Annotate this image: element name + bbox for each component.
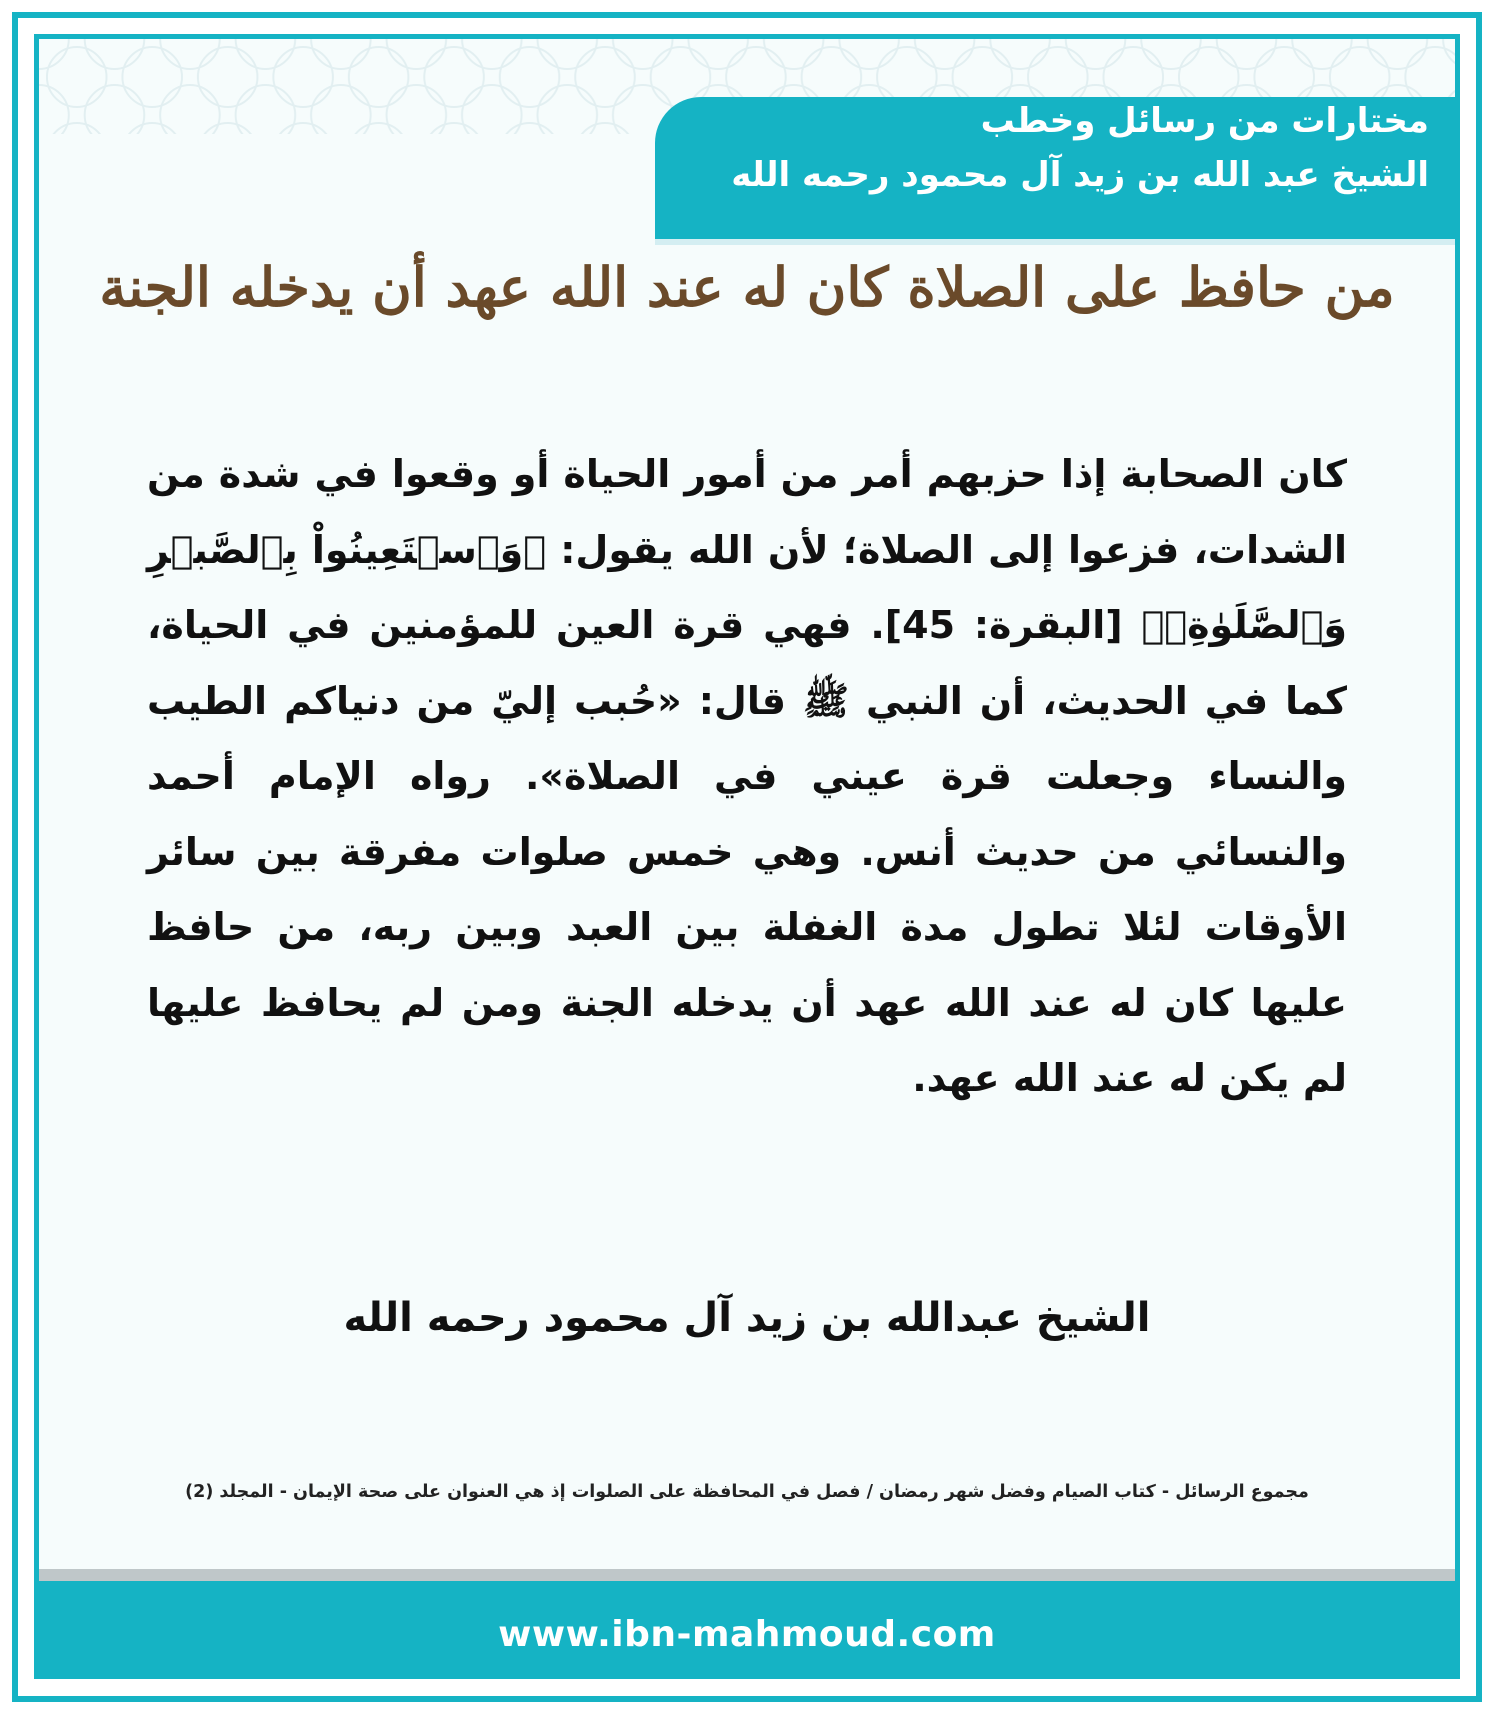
page-title: من حافظ على الصلاة كان له عند الله عهد أن يدخله الجنة	[99, 255, 1395, 319]
source-reference: مجموع الرسائل - كتاب الصيام وفضل شهر رمضان / فصل في المحافظة على الصلوات إذ هي العنوان على صحة الإيمان - المجلد (2)	[185, 1482, 1309, 1502]
content-panel	[34, 34, 1460, 1679]
header-series-title: مختارات من رسائل وخطب	[980, 101, 1429, 141]
website-link[interactable]: www.ibn-mahmoud.com	[498, 1614, 996, 1655]
body-paragraph: كان الصحابة إذا حزبهم أمر من أمور الحياة أو وقعوا في شدة من الشدات، فزعوا إلى الصلاة؛ لأن الله يقول: ﴿وَٱسۡتَعِينُواْ بِٱلصَّبۡرِ وَٱلصَّلَوٰةِۚ﴾ [البقرة: 45]. فهي قرة العين للمؤمنين في الحياة، كما في الحديث، أن النبي ﷺ قال: «حُبب إليّ من دنياكم الطيب والنساء وجعلت قرة عيني في الصلاة». رواه الإمام أحمد والنسائي من حديث أنس. وهي خمس صلوات مفرقة بين سائر الأوقات لئلا تطول مدة الغفلة بين العبد وبين ربه، من حافظ عليها كان له عند الله عهد أن يدخله الجنة ومن لم يحافظ عليها لم يكن له عند الله عهد.	[147, 452, 1347, 1100]
header-author-name: الشيخ عبد الله بن زيد آل محمود رحمه الله	[731, 155, 1429, 195]
author-signature: الشيخ عبدالله بن زيد آل محمود رحمه الله	[343, 1295, 1151, 1341]
